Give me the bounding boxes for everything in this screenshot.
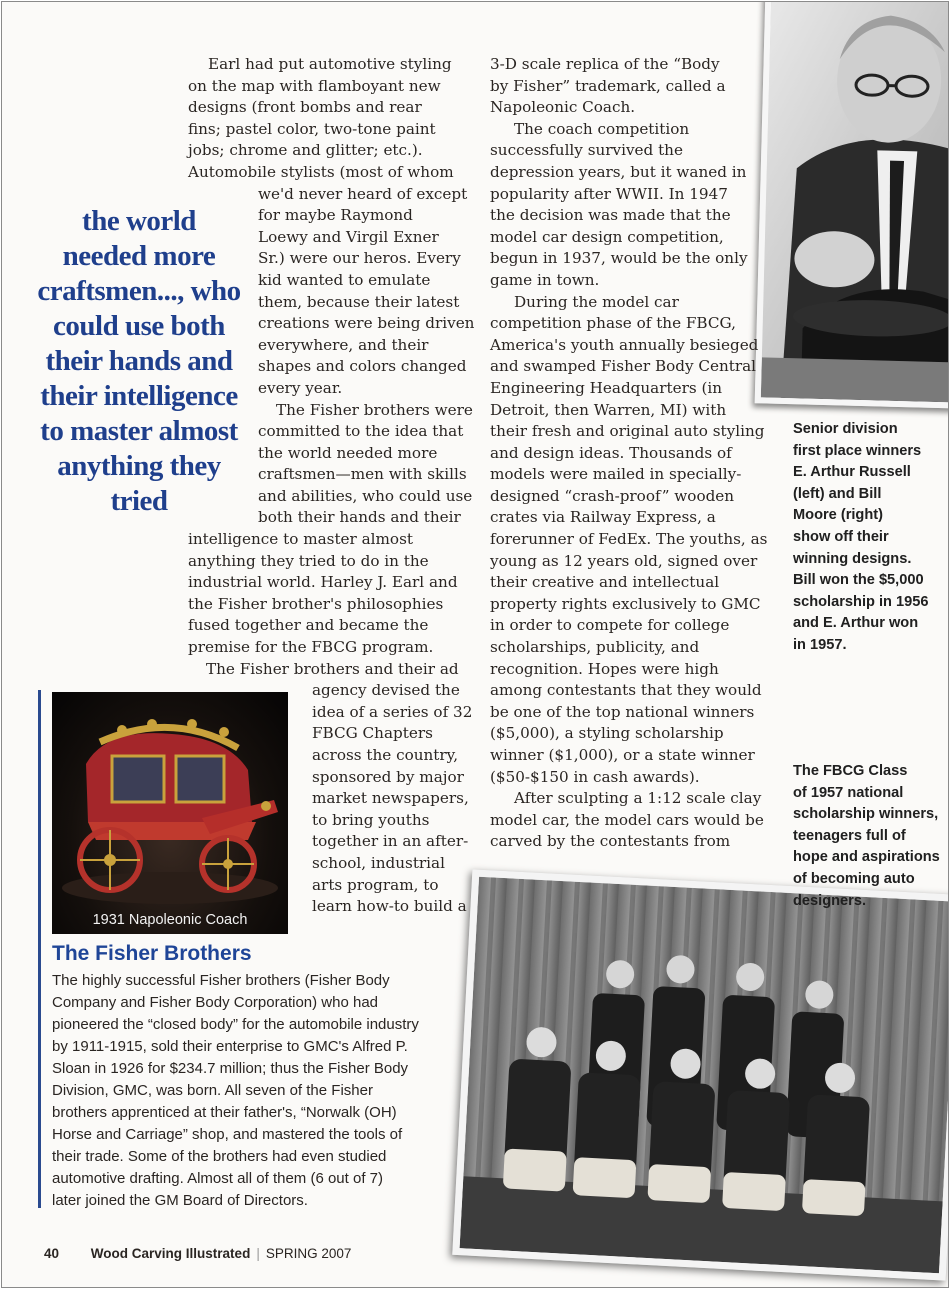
text-line: premise for the FBCG program. (188, 637, 474, 659)
text-line: every year. (188, 378, 474, 400)
pull-quote-line: tried (32, 484, 246, 519)
caption-line: in 1957. (793, 635, 928, 657)
text-line: winner ($1,000), or a state winner (490, 745, 767, 767)
text-line: carved by the contestants from (490, 831, 767, 853)
sidebar-line: Horse and Carriage” shop, and mastered the tools of (52, 1124, 419, 1146)
text-line: model car, the model cars would be (490, 810, 767, 832)
text-line: The Fisher brothers were (188, 400, 474, 422)
text-line: to bring youths (188, 810, 474, 832)
text-line: During the model car (490, 292, 767, 314)
text-line: designed “crash-proof” wooden (490, 486, 767, 508)
text-line: learn how-to build a (188, 896, 474, 918)
text-line: recognition. Hopes were high (490, 659, 767, 681)
text-line: Detroit, then Warren, MI) with (490, 400, 767, 422)
text-line: Earl had put automotive styling (188, 54, 474, 76)
text-line: agency devised the (188, 680, 474, 702)
text-line: fused together and became the (188, 615, 474, 637)
text-line: committed to the idea that (188, 421, 474, 443)
sidebar-line: brothers apprenticed at their father's, “Norwalk (OH) (52, 1102, 419, 1124)
text-line: Sr.) were our heros. Every (188, 248, 474, 270)
text-line: jobs; chrome and glitter; etc.). (188, 140, 474, 162)
text-line: game in town. (490, 270, 767, 292)
sidebar-line: Company and Fisher Body Corporation) who had (52, 992, 419, 1014)
text-line: popularity after WWII. In 1947 (490, 184, 767, 206)
text-line: in order to compete for college (490, 615, 767, 637)
sidebar-line: their trade. Some of the brothers had even studied (52, 1146, 419, 1168)
pull-quote-line: could use both (32, 309, 246, 344)
caption-line: The FBCG Class (793, 761, 940, 783)
text-line: on the map with flamboyant new (188, 76, 474, 98)
sidebar-line: automotive drafting. Almost all of them (6 out of 7) (52, 1168, 419, 1190)
caption-line: and E. Arthur won (793, 613, 928, 635)
sidebar-title: The Fisher Brothers (52, 942, 252, 966)
coach-illustration (52, 692, 288, 934)
text-line: 3-D scale replica of the “Body (490, 54, 767, 76)
text-line: among contestants that they would (490, 680, 767, 702)
text-line: kid wanted to emulate (188, 270, 474, 292)
fbcg-class-1957-photo (452, 869, 949, 1280)
caption-line: E. Arthur Russell (793, 462, 928, 484)
caption-line: show off their (793, 527, 928, 549)
pull-quote-line: anything they (32, 449, 246, 484)
text-line: the Fisher brother's philosophies (188, 594, 474, 616)
text-line: Engineering Headquarters (in (490, 378, 767, 400)
pull-quote-line: to master almost (32, 414, 246, 449)
sidebar-line: by 1911-1915, sold their enterprise to GMC's Alfred P. (52, 1036, 419, 1058)
pull-quote-line: their hands and (32, 344, 246, 379)
text-line: by Fisher” trademark, called a (490, 76, 767, 98)
caption-line: first place winners (793, 441, 928, 463)
caption-line: teenagers full of (793, 826, 940, 848)
text-line: and abilities, who could use (188, 486, 474, 508)
caption-line: (left) and Bill (793, 484, 928, 506)
pull-quote-line: needed more (32, 239, 246, 274)
caption-line: Moore (right) (793, 505, 928, 527)
sidebar-line: Sloan in 1926 for $234.7 million; thus the Fisher Body (52, 1058, 419, 1080)
text-line: we'd never heard of except (188, 184, 474, 206)
text-line: ($50-$150 in cash awards). (490, 767, 767, 789)
text-line: industrial world. Harley J. Earl and (188, 572, 474, 594)
page-footer (44, 1246, 351, 1261)
sidebar-line: later joined the GM Board of Directors. (52, 1190, 419, 1212)
text-line: creations were being driven (188, 313, 474, 335)
winner-portrait-photo (755, 1, 949, 409)
text-line: begun in 1937, would be the only (490, 248, 767, 270)
caption-line: scholarship in 1956 (793, 592, 928, 614)
text-line: market newspapers, (188, 788, 474, 810)
portrait-illustration (761, 1, 949, 402)
text-line: models were mailed in specially- (490, 464, 767, 486)
caption-line: of 1957 national (793, 783, 940, 805)
text-line: across the country, (188, 745, 474, 767)
text-line: both their hands and their (188, 507, 474, 529)
caption-line: Senior division (793, 419, 928, 441)
text-line: depression years, but it waned in (490, 162, 767, 184)
text-line: FBCG Chapters (188, 723, 474, 745)
group-photo-illustration (460, 877, 949, 1274)
magazine-page (1, 1, 949, 1288)
napoleonic-coach-photo (52, 692, 288, 934)
text-line: model car design competition, (490, 227, 767, 249)
sidebar-line: Division, GMC, was born. All seven of the Fisher (52, 1080, 419, 1102)
text-line: The Fisher brothers and their ad (188, 659, 474, 681)
text-line: the world needed more (188, 443, 474, 465)
text-line: sponsored by major (188, 767, 474, 789)
text-line: and swamped Fisher Body Central (490, 356, 767, 378)
class-1957-caption (793, 761, 940, 912)
text-line: anything they tried to do in the (188, 551, 474, 573)
text-line: The coach competition (490, 119, 767, 141)
text-line: designs (front bombs and rear (188, 97, 474, 119)
text-line: school, industrial (188, 853, 474, 875)
text-line: them, because their latest (188, 292, 474, 314)
issue-label: SPRING 2007 (266, 1246, 352, 1261)
sidebar-line: pioneered the “closed body” for the automobile industry (52, 1014, 419, 1036)
text-line: young as 12 years old, signed over (490, 551, 767, 573)
sidebar-body (52, 970, 419, 1212)
text-line: intelligence to master almost (188, 529, 474, 551)
text-line: craftsmen—men with skills (188, 464, 474, 486)
coach-photo-caption: 1931 Napoleonic Coach (52, 912, 288, 928)
caption-line: hope and aspirations (793, 847, 940, 869)
text-line: everywhere, and their (188, 335, 474, 357)
pull-quote-line: their intelligence (32, 379, 246, 414)
text-line: Automobile stylists (most of whom (188, 162, 474, 184)
text-line: their creative and intellectual (490, 572, 767, 594)
text-line: be one of the top national winners (490, 702, 767, 724)
text-line: scholarships, publicity, and (490, 637, 767, 659)
text-line: idea of a series of 32 (188, 702, 474, 724)
pull-quote (32, 204, 246, 519)
text-line: forerunner of FedEx. The youths, as (490, 529, 767, 551)
pull-quote-line: craftsmen..., who (32, 274, 246, 309)
text-line: ($5,000), a styling scholarship (490, 723, 767, 745)
text-line: the decision was made that the (490, 205, 767, 227)
senior-winners-caption (793, 419, 928, 657)
text-line: crates via Railway Express, a (490, 507, 767, 529)
text-line: together in an after- (188, 831, 474, 853)
pull-quote-line: the world (32, 204, 246, 239)
text-line: arts program, to (188, 875, 474, 897)
text-line: shapes and colors changed (188, 356, 474, 378)
text-line: After sculpting a 1:12 scale clay (490, 788, 767, 810)
sidebar-rule (38, 690, 41, 1208)
article-column-2 (490, 54, 767, 853)
text-line: their fresh and original auto styling (490, 421, 767, 443)
text-line: Napoleonic Coach. (490, 97, 767, 119)
text-line: for maybe Raymond (188, 205, 474, 227)
page-number: 40 (44, 1246, 59, 1261)
text-line: fins; pastel color, two-tone paint (188, 119, 474, 141)
caption-line: winning designs. (793, 549, 928, 571)
text-line: property rights exclusively to GMC (490, 594, 767, 616)
text-line: competition phase of the FBCG, (490, 313, 767, 335)
caption-line: of becoming auto (793, 869, 940, 891)
text-line: and design ideas. Thousands of (490, 443, 767, 465)
text-line: successfully survived the (490, 140, 767, 162)
caption-line: designers. (793, 891, 940, 913)
text-line: Loewy and Virgil Exner (188, 227, 474, 249)
footer-separator: | (256, 1246, 260, 1261)
sidebar-line: The highly successful Fisher brothers (Fisher Body (52, 970, 419, 992)
magazine-title: Wood Carving Illustrated (91, 1246, 251, 1261)
text-line: America's youth annually besieged (490, 335, 767, 357)
caption-line: Bill won the $5,000 (793, 570, 928, 592)
caption-line: scholarship winners, (793, 804, 940, 826)
